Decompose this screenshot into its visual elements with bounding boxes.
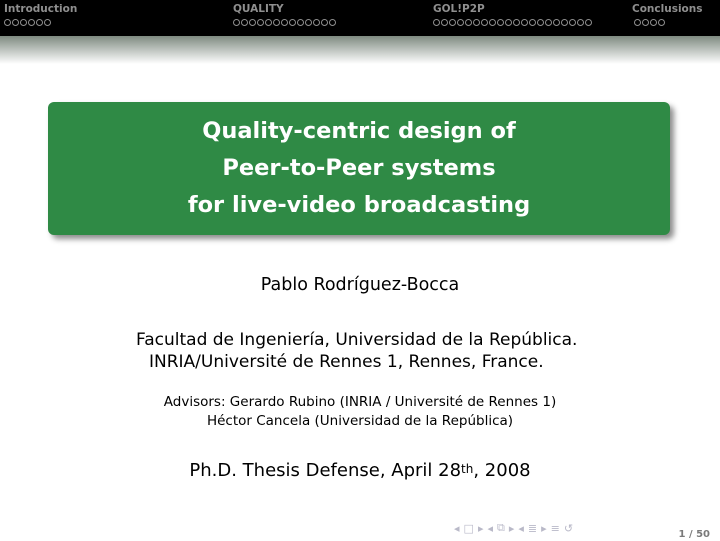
page-number: 1 / 50 xyxy=(678,529,710,540)
nav-dot-icon[interactable] xyxy=(241,19,248,26)
advisors-line-2: Héctor Cancela (Universidad de la República) xyxy=(206,413,514,429)
nav-dot-icon[interactable] xyxy=(433,19,440,26)
nav-dot-icon[interactable] xyxy=(233,19,240,26)
nav-dot-icon[interactable] xyxy=(20,19,27,26)
defense-prefix: Ph.D. Thesis Defense, April 28 xyxy=(189,460,462,481)
nav-next-subsection-icon[interactable]: ▸ xyxy=(508,521,515,535)
nav-dot-icon[interactable] xyxy=(457,19,464,26)
nav-dot-icon[interactable] xyxy=(529,19,536,26)
title-line-2: Peer-to-Peer systems xyxy=(222,155,496,181)
navbar-shadow xyxy=(0,36,720,64)
nav-dot-icon[interactable] xyxy=(44,19,51,26)
nav-next-section-icon[interactable]: ▸ xyxy=(541,521,547,535)
nav-dot-icon[interactable] xyxy=(249,19,256,26)
nav-dot-icon[interactable] xyxy=(505,19,512,26)
nav-dot-icon[interactable] xyxy=(297,19,304,26)
advisors-line-1: Advisors: Gerardo Rubino (INRIA / Université de Rennes 1) xyxy=(163,394,557,410)
author-name: Pablo Rodríguez-Bocca xyxy=(260,275,460,295)
title-line-1: Quality-centric design of xyxy=(202,118,516,144)
affiliation-line-1: Facultad de Ingeniería, Universidad de la República. xyxy=(136,330,578,350)
defense-date xyxy=(0,460,720,481)
nav-prev-subsection-icon[interactable]: ◂ xyxy=(487,521,493,535)
nav-dot-icon[interactable] xyxy=(513,19,520,26)
nav-dot-icon[interactable] xyxy=(489,19,496,26)
nav-section-introduction[interactable]: Introduction xyxy=(4,3,78,15)
nav-dot-icon[interactable] xyxy=(305,19,312,26)
nav-align-icon[interactable]: ≡ xyxy=(550,521,560,535)
nav-dot-icon[interactable] xyxy=(658,19,665,26)
nav-dot-icon[interactable] xyxy=(521,19,528,26)
nav-dot-icon[interactable] xyxy=(28,19,35,26)
nav-dot-icon[interactable] xyxy=(36,19,43,26)
nav-dot-icon[interactable] xyxy=(321,19,328,26)
beamer-navigation xyxy=(454,521,573,535)
nav-section-conclusions[interactable]: Conclusions xyxy=(632,3,703,15)
nav-dot-icon[interactable] xyxy=(329,19,336,26)
affiliation-line-2: INRIA/Université de Rennes 1, Rennes, France. xyxy=(149,352,544,372)
nav-next-frame-icon[interactable]: ▸ xyxy=(477,521,484,535)
nav-dot-icon[interactable] xyxy=(481,19,488,26)
nav-dot-icon[interactable] xyxy=(642,19,649,26)
nav-dot-icon[interactable] xyxy=(265,19,272,26)
nav-dot-icon[interactable] xyxy=(313,19,320,26)
nav-section-icon[interactable]: ≣ xyxy=(527,521,538,535)
title-block xyxy=(48,102,670,235)
nav-dot-icon[interactable] xyxy=(497,19,504,26)
nav-dot-icon[interactable] xyxy=(449,19,456,26)
nav-dot-icon[interactable] xyxy=(545,19,552,26)
nav-dot-icon[interactable] xyxy=(465,19,472,26)
defense-suffix: , 2008 xyxy=(473,460,531,481)
nav-section-golp2p[interactable]: GOL!P2P xyxy=(433,3,485,15)
nav-frame-icon[interactable]: □ xyxy=(463,521,474,535)
nav-dot-icon[interactable] xyxy=(12,19,19,26)
nav-search-icon[interactable]: ↺ xyxy=(563,521,574,535)
nav-dot-icon[interactable] xyxy=(650,19,657,26)
nav-dots-quality[interactable] xyxy=(233,19,336,26)
nav-dot-icon[interactable] xyxy=(281,19,288,26)
nav-dot-icon[interactable] xyxy=(553,19,560,26)
nav-dots-conclusions[interactable] xyxy=(634,19,665,26)
nav-dot-icon[interactable] xyxy=(569,19,576,26)
section-navbar xyxy=(0,0,720,36)
title-line-3: for live-video broadcasting xyxy=(187,192,531,218)
nav-dots-golp2p[interactable] xyxy=(433,19,592,26)
nav-dot-icon[interactable] xyxy=(634,19,641,26)
nav-dots-introduction[interactable] xyxy=(4,19,51,26)
nav-dot-icon[interactable] xyxy=(257,19,264,26)
nav-dot-icon[interactable] xyxy=(561,19,568,26)
nav-dot-icon[interactable] xyxy=(273,19,280,26)
nav-dot-icon[interactable] xyxy=(577,19,584,26)
nav-dot-icon[interactable] xyxy=(473,19,480,26)
nav-dot-icon[interactable] xyxy=(289,19,296,26)
nav-dot-icon[interactable] xyxy=(4,19,11,26)
nav-section-quality[interactable]: QUALITY xyxy=(233,3,284,15)
nav-prev-section-icon[interactable]: ◂ xyxy=(518,521,524,535)
nav-dot-icon[interactable] xyxy=(585,19,592,26)
nav-prev-frame-icon[interactable]: ◂ xyxy=(454,521,460,535)
nav-subsection-icon[interactable]: ⧉ xyxy=(497,521,505,534)
defense-superscript: th xyxy=(461,462,474,476)
nav-dot-icon[interactable] xyxy=(441,19,448,26)
nav-dot-icon[interactable] xyxy=(537,19,544,26)
